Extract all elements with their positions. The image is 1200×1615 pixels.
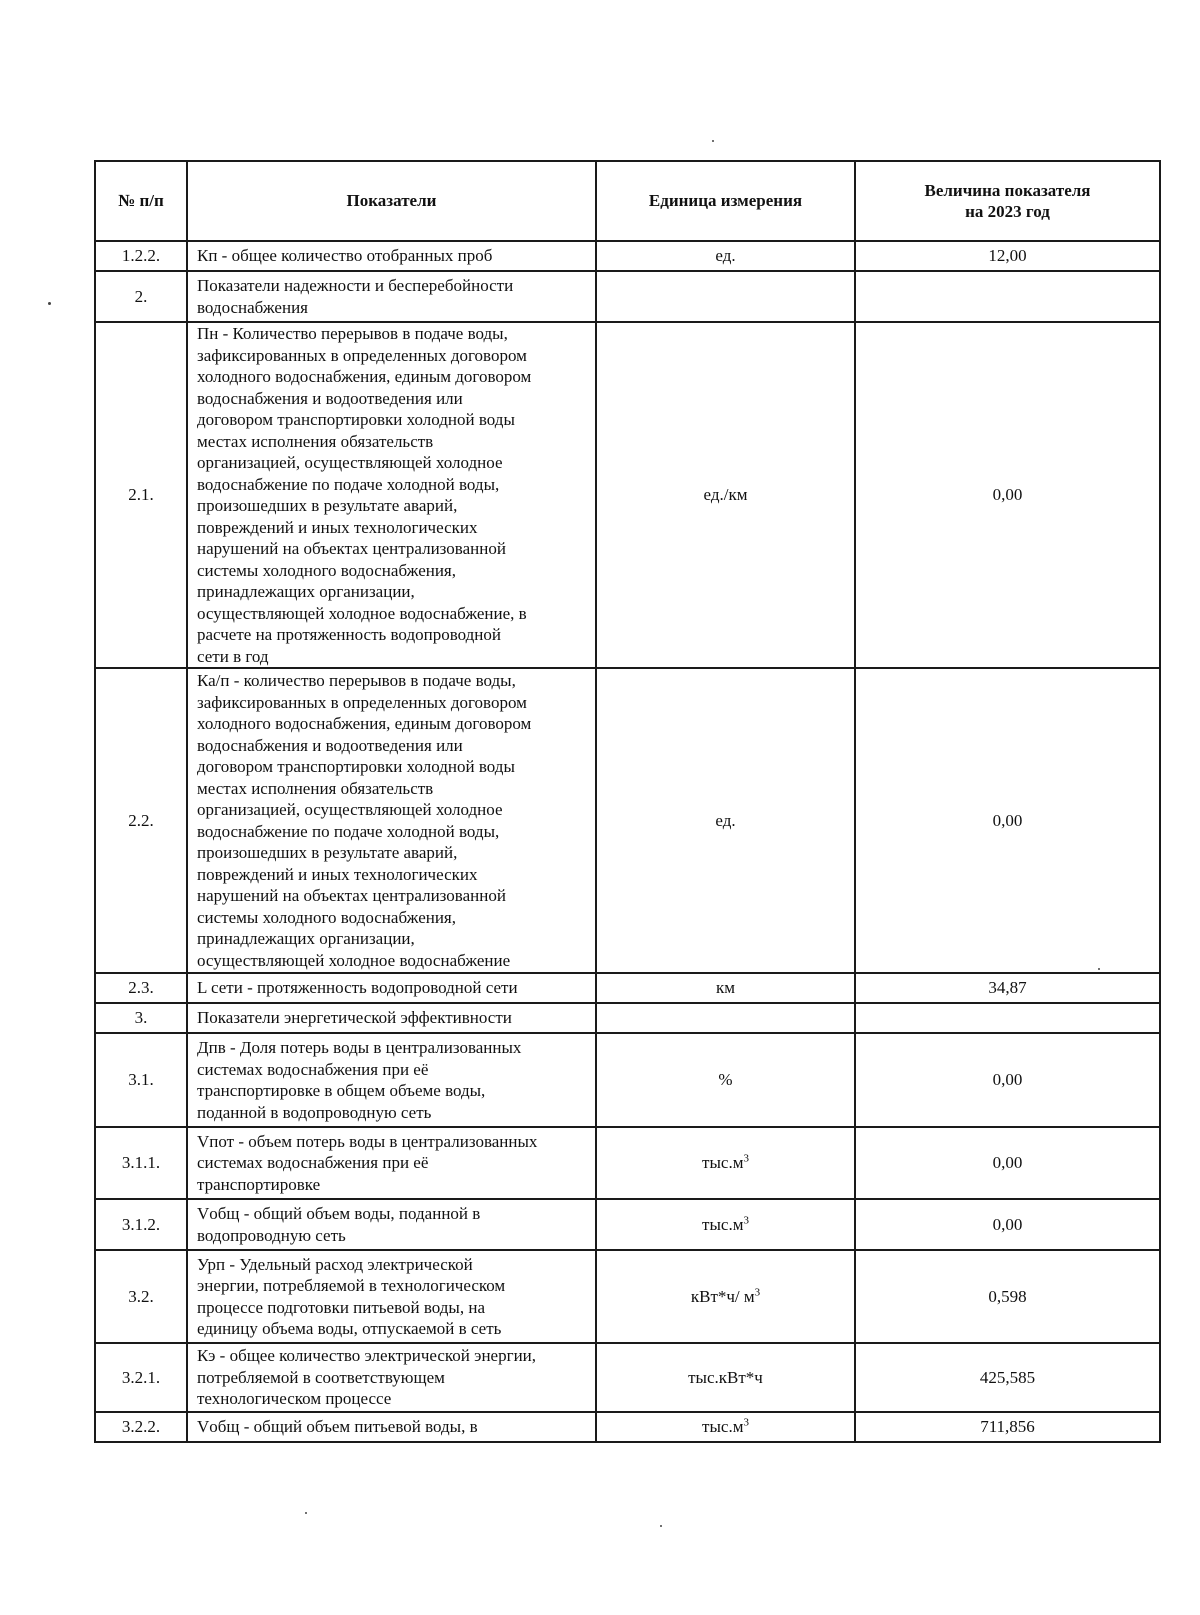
description-line: водоснабжение по подаче холодной воды, [197, 474, 500, 494]
description-line: организацией, осуществляющей холодное [197, 453, 503, 472]
description-line: поданной в водопроводную сеть [197, 1102, 432, 1122]
unit-of-measure [596, 973, 855, 1003]
description-line: принадлежащих организации, [197, 582, 415, 601]
description-line: водоснабжения и водоотведения или [197, 388, 463, 408]
description-line: системах водоснабжения при её [197, 1059, 429, 1079]
unit-text: ед. [715, 810, 736, 830]
scan-speck [48, 302, 51, 305]
description-line: организацией, осуществляющей холодное [197, 800, 503, 819]
row-number: 3.2. [95, 1250, 187, 1343]
unit-of-measure [596, 1343, 855, 1412]
header-indicator: Показатели [187, 161, 596, 241]
row-number: 3.2.1. [95, 1343, 187, 1412]
indicator-description [187, 1412, 596, 1442]
description-line: холодного водоснабжения, единым договором [197, 714, 532, 733]
table-row [95, 1033, 1160, 1127]
description-line: произошедших в результате аварий, [197, 496, 458, 515]
description-line: осуществляющей холодное водоснабжение, в [197, 603, 527, 623]
unit-superscript: 3 [743, 1152, 749, 1165]
indicator-description [187, 973, 596, 1003]
description-line: Vобщ - общий объем воды, поданной в [197, 1204, 481, 1223]
description-line: местах исполнения обязательств [197, 431, 434, 451]
description-line: потребляемой в соответствующем [197, 1367, 445, 1387]
description-line: сети в год [197, 646, 269, 666]
row-number: 3.1.1. [95, 1127, 187, 1199]
unit-text: км [715, 978, 736, 998]
description-line: Vобщ - общий объем питьевой воды, в [197, 1417, 478, 1437]
description-line: Пн - Количество перерывов в подаче воды, [197, 324, 508, 343]
description-line: системы холодного водоснабжения, [197, 907, 457, 927]
description-line: Vпот - объем потерь воды в централизованных [197, 1131, 538, 1151]
indicator-description [187, 1250, 596, 1343]
indicator-description [187, 1003, 596, 1033]
description-line: системы холодного водоснабжения, [197, 560, 457, 580]
indicator-value: 0,598 [855, 1250, 1160, 1343]
unit-of-measure [596, 322, 855, 668]
scan-speck [1098, 968, 1100, 970]
description-line: осуществляющей холодное водоснабжение [197, 950, 511, 970]
unit-of-measure [596, 1199, 855, 1250]
description-line: принадлежащих организации, [197, 929, 415, 948]
indicator-description [187, 1127, 596, 1199]
indicator-value: 0,00 [855, 1199, 1160, 1250]
unit-of-measure [596, 668, 855, 973]
description-line: нарушений на объектах централизованной [197, 886, 506, 905]
header-num: № п/п [95, 161, 187, 241]
description-line: транспортировке в общем объеме воды, [197, 1081, 486, 1100]
unit-superscript: 3 [754, 1286, 761, 1299]
indicator-value: 0,00 [855, 1033, 1160, 1127]
description-line: водоснабжения и водоотведения или [197, 735, 463, 755]
indicator-description [187, 1343, 596, 1412]
description-line: L сети - протяженность водопроводной сети [197, 978, 518, 998]
description-line: Урп - Удельный расход электрической [197, 1254, 473, 1274]
description-line: водоснабжения [197, 297, 308, 317]
description-line: зафиксированных в определенных договором [197, 692, 527, 712]
unit-of-measure [596, 1127, 855, 1199]
description-line: Кп - общее количество отобранных проб [197, 246, 493, 266]
unit-text: тыс.кВт*ч [688, 1367, 763, 1387]
description-line: произошедших в результате аварий, [197, 843, 458, 862]
description-line: местах исполнения обязательств [197, 778, 434, 798]
description-line: договором транспортировки холодной воды [197, 410, 515, 429]
indicator-value: 0,00 [855, 1127, 1160, 1199]
unit-of-measure [596, 1250, 855, 1343]
unit-text: ед. [715, 246, 736, 266]
table-row [95, 1003, 1160, 1033]
indicator-value: 12,00 [855, 241, 1160, 271]
indicator-value: 425,585 [855, 1343, 1160, 1412]
table-row [95, 973, 1160, 1003]
indicator-description [187, 271, 596, 322]
unit-of-measure [596, 241, 855, 271]
row-number: 2. [95, 271, 187, 322]
description-line: технологическом процессе [197, 1389, 392, 1409]
indicator-value: 0,00 [855, 322, 1160, 668]
indicator-description [187, 1033, 596, 1127]
description-line: водопроводную сеть [197, 1225, 346, 1245]
unit-of-measure [596, 1003, 855, 1033]
description-line: повреждений и иных технологических [197, 517, 478, 537]
description-line: водоснабжение по подаче холодной воды, [197, 821, 500, 841]
row-number: 3.1. [95, 1033, 187, 1127]
description-line: договором транспортировки холодной воды [197, 757, 515, 776]
indicator-value [855, 271, 1160, 322]
description-line: системах водоснабжения при её [197, 1153, 429, 1173]
unit-superscript: 3 [743, 1416, 749, 1429]
description-line: повреждений и иных технологических [197, 864, 478, 884]
scan-speck [712, 140, 714, 142]
header-value [855, 161, 1160, 241]
description-line: энергии, потребляемой в технологическом [197, 1276, 506, 1295]
table-row [95, 322, 1160, 668]
table-row [95, 668, 1160, 973]
scan-speck [660, 1525, 662, 1527]
unit-text: тыс.м [702, 1153, 744, 1173]
table-header-row [95, 161, 1160, 241]
description-line: Дпв - Доля потерь воды в централизованных [197, 1038, 522, 1057]
indicator-description [187, 1199, 596, 1250]
description-line: зафиксированных в определенных договором [197, 345, 527, 365]
description-line: Ка/п - количество перерывов в подаче воды, [197, 671, 516, 690]
unit-text: ед./км [703, 485, 748, 505]
indicator-value: 711,856 [855, 1412, 1160, 1442]
description-line: Кэ - общее количество электрической энергии, [197, 1346, 537, 1366]
row-number: 3. [95, 1003, 187, 1033]
table-row [95, 1412, 1160, 1442]
unit-of-measure [596, 271, 855, 322]
description-line: нарушений на объектах централизованной [197, 539, 506, 558]
header-value-line: на 2023 год [965, 202, 1050, 221]
table-row [95, 271, 1160, 322]
description-line: холодного водоснабжения, единым договором [197, 367, 532, 386]
description-line: процессе подготовки питьевой воды, на [197, 1297, 485, 1317]
table-row [95, 241, 1160, 271]
unit-of-measure [596, 1412, 855, 1442]
indicator-description [187, 241, 596, 271]
row-number: 2.1. [95, 322, 187, 668]
table-row [95, 1199, 1160, 1250]
unit-of-measure [596, 1033, 855, 1127]
row-number: 1.2.2. [95, 241, 187, 271]
indicator-description [187, 322, 596, 668]
row-number: 3.2.2. [95, 1412, 187, 1442]
header-unit: Единица измерения [596, 161, 855, 241]
description-line: Показатели энергетической эффективности [197, 1008, 512, 1028]
unit-superscript: 3 [743, 1214, 749, 1227]
unit-text: % [718, 1070, 733, 1090]
unit-text: тыс.м [702, 1417, 744, 1437]
indicator-value [855, 1003, 1160, 1033]
table-row [95, 1343, 1160, 1412]
table-row [95, 1127, 1160, 1199]
description-line: расчете на протяженность водопроводной [197, 625, 501, 644]
scan-speck [305, 1512, 307, 1514]
row-number: 3.1.2. [95, 1199, 187, 1250]
table-row [95, 1250, 1160, 1343]
indicators-table [94, 160, 1161, 1443]
unit-text: тыс.м [702, 1214, 744, 1234]
description-line: Показатели надежности и бесперебойности [197, 276, 514, 295]
description-line: единицу объема воды, отпускаемой в сеть [197, 1319, 502, 1338]
header-value-line: Величина показателя [924, 180, 1091, 200]
indicator-value: 0,00 [855, 668, 1160, 973]
indicator-description [187, 668, 596, 973]
description-line: транспортировке [197, 1174, 321, 1194]
indicator-value: 34,87 [855, 973, 1160, 1003]
unit-text: кВт*ч/ м [690, 1286, 755, 1306]
row-number: 2.3. [95, 973, 187, 1003]
row-number: 2.2. [95, 668, 187, 973]
